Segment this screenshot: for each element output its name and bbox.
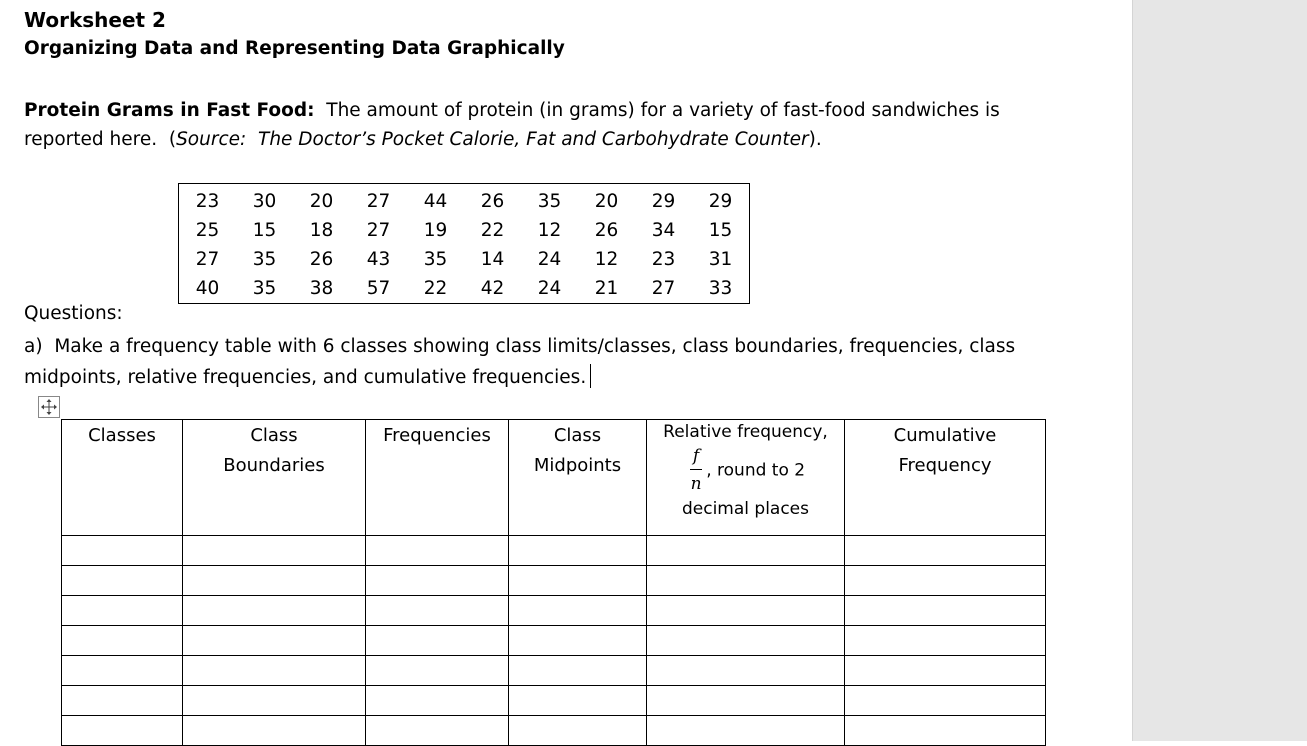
data-cell: 20 xyxy=(309,191,334,212)
frequency-table-row xyxy=(62,716,1046,746)
frequency-table-cell[interactable] xyxy=(183,626,366,656)
data-cell: 22 xyxy=(480,220,505,241)
frequency-table-cell[interactable] xyxy=(366,656,509,686)
header-frequencies[interactable] xyxy=(366,420,509,536)
frequency-table-cell[interactable] xyxy=(647,536,845,566)
data-cell: 40 xyxy=(195,278,220,299)
header-relative-line1: Relative frequency, xyxy=(663,422,828,442)
f-over-n-fraction xyxy=(690,443,702,498)
frequency-table-cell[interactable] xyxy=(366,626,509,656)
data-cell: 12 xyxy=(537,220,562,241)
frequency-table-cell[interactable] xyxy=(183,686,366,716)
data-cell: 57 xyxy=(366,278,391,299)
worksheet-title: Worksheet 2 xyxy=(24,8,166,32)
intro-heading: Protein Grams in Fast Food: xyxy=(24,100,315,121)
frequency-table-cell[interactable] xyxy=(509,716,647,746)
data-cell: 19 xyxy=(423,220,448,241)
frequency-table-cell[interactable] xyxy=(845,656,1046,686)
data-cell: 31 xyxy=(708,249,733,270)
frequency-table-cell[interactable] xyxy=(366,566,509,596)
source-title: The Doctor’s Pocket Calorie, Fat and Carbohydrate Counter xyxy=(258,129,809,150)
source-open: ( xyxy=(168,129,177,150)
frequency-table-cell[interactable] xyxy=(183,566,366,596)
frequency-table-cell[interactable] xyxy=(845,566,1046,596)
header-cumulative-line2: Frequency xyxy=(898,455,992,476)
data-table-row xyxy=(179,216,750,245)
data-cell: 26 xyxy=(309,249,334,270)
frequency-table-cell[interactable] xyxy=(62,536,183,566)
data-cell: 23 xyxy=(651,249,676,270)
data-cell: 27 xyxy=(195,249,220,270)
protein-data-table xyxy=(178,183,750,304)
data-cell: 27 xyxy=(366,191,391,212)
header-classes-label: Classes xyxy=(88,425,156,446)
data-cell: 15 xyxy=(708,220,733,241)
frequency-table-cell[interactable] xyxy=(845,626,1046,656)
data-cell: 20 xyxy=(594,191,619,212)
data-cell: 44 xyxy=(423,191,448,212)
data-table-row xyxy=(179,245,750,274)
data-table-row xyxy=(179,274,750,304)
frequency-table-cell[interactable] xyxy=(366,536,509,566)
header-boundaries[interactable] xyxy=(183,420,366,536)
frequency-table-cell[interactable] xyxy=(62,596,183,626)
data-cell: 15 xyxy=(252,220,277,241)
data-cell: 27 xyxy=(651,278,676,299)
frequency-table-cell[interactable] xyxy=(647,686,845,716)
frequency-table-cell[interactable] xyxy=(62,626,183,656)
data-cell: 12 xyxy=(594,249,619,270)
text-cursor xyxy=(590,364,591,388)
data-cell: 26 xyxy=(480,191,505,212)
frequency-table-cell[interactable] xyxy=(366,716,509,746)
data-table-row xyxy=(179,184,750,217)
frequency-table-row xyxy=(62,686,1046,716)
frequency-table-cell[interactable] xyxy=(183,656,366,686)
header-midpoints-line1: Class xyxy=(553,425,602,446)
header-boundaries-line1: Class xyxy=(250,425,298,446)
fraction-denominator: n xyxy=(690,474,702,494)
data-cell: 35 xyxy=(252,249,277,270)
data-cell: 42 xyxy=(480,278,505,299)
header-boundaries-line2: Boundaries xyxy=(223,455,325,476)
data-cell: 22 xyxy=(423,278,448,299)
intro-text: The amount of protein (in grams) for a variety of fast-food sandwiches is reported here. xyxy=(24,100,1000,150)
header-midpoints[interactable] xyxy=(509,420,647,536)
data-cell: 21 xyxy=(594,278,619,299)
data-cell: 43 xyxy=(366,249,391,270)
table-move-handle-icon[interactable] xyxy=(38,396,60,418)
header-relative-fraction-line xyxy=(647,443,844,498)
question-a-text: Make a frequency table with 6 classes showing class limits/classes, class boundaries, frequencies, class midpoints, relative frequencies, and cumulative frequencies. xyxy=(24,336,1016,388)
frequency-table-cell[interactable] xyxy=(845,716,1046,746)
header-frequencies-label: Frequencies xyxy=(383,425,491,446)
intro-paragraph xyxy=(24,96,1034,154)
frequency-table-cell[interactable] xyxy=(509,596,647,626)
worksheet-subtitle: Organizing Data and Representing Data Graphically xyxy=(24,38,565,59)
header-midpoints-line2: Midpoints xyxy=(533,455,622,476)
data-cell: 14 xyxy=(480,249,505,270)
frequency-table-cell[interactable] xyxy=(845,686,1046,716)
page-gutter xyxy=(1132,0,1307,741)
frequency-table-cell[interactable] xyxy=(509,626,647,656)
fraction-numerator: f xyxy=(690,443,702,470)
frequency-table-cell[interactable] xyxy=(62,656,183,686)
data-cell: 27 xyxy=(366,220,391,241)
frequency-table-cell[interactable] xyxy=(183,596,366,626)
frequency-table-cell[interactable] xyxy=(647,596,845,626)
frequency-table-cell[interactable] xyxy=(509,566,647,596)
frequency-table-cell[interactable] xyxy=(366,686,509,716)
data-cell: 38 xyxy=(309,278,334,299)
data-cell: 25 xyxy=(195,220,220,241)
data-cell: 35 xyxy=(537,191,562,212)
header-relative-line3: decimal places xyxy=(681,499,810,519)
data-cell: 23 xyxy=(195,191,220,212)
data-cell: 30 xyxy=(252,191,277,212)
frequency-table-cell[interactable] xyxy=(509,656,647,686)
frequency-table-row xyxy=(62,566,1046,596)
frequency-table-cell[interactable] xyxy=(845,536,1046,566)
header-cumulative-line1: Cumulative xyxy=(893,425,997,446)
data-cell: 29 xyxy=(651,191,676,212)
frequency-table-cell[interactable] xyxy=(62,716,183,746)
frequency-table-cell[interactable] xyxy=(509,686,647,716)
source-close: ). xyxy=(808,129,822,150)
data-cell: 24 xyxy=(537,249,562,270)
frequency-table-cell[interactable] xyxy=(183,716,366,746)
data-cell: 34 xyxy=(651,220,676,241)
frequency-table-cell[interactable] xyxy=(366,596,509,626)
frequency-table-row xyxy=(62,626,1046,656)
frequency-table-cell[interactable] xyxy=(647,716,845,746)
frequency-table-cell[interactable] xyxy=(62,566,183,596)
frequency-table-cell[interactable] xyxy=(647,656,845,686)
header-classes[interactable] xyxy=(62,420,183,536)
frequency-table-cell[interactable] xyxy=(647,626,845,656)
header-cumulative[interactable] xyxy=(845,420,1046,536)
data-cell: 29 xyxy=(708,191,733,212)
frequency-table-cell[interactable] xyxy=(509,536,647,566)
header-relative-line2: , round to 2 xyxy=(706,460,806,481)
frequency-table-cell[interactable] xyxy=(845,596,1046,626)
data-cell: 35 xyxy=(252,278,277,299)
header-relative-frequency[interactable] xyxy=(647,420,845,536)
frequency-table[interactable] xyxy=(61,419,1046,746)
question-a xyxy=(24,331,1034,393)
data-cell: 24 xyxy=(537,278,562,299)
data-cell: 26 xyxy=(594,220,619,241)
data-cell: 35 xyxy=(423,249,448,270)
frequency-table-cell[interactable] xyxy=(62,686,183,716)
frequency-table-row xyxy=(62,656,1046,686)
frequency-table-row xyxy=(62,596,1046,626)
frequency-table-cell[interactable] xyxy=(647,566,845,596)
data-cell: 33 xyxy=(708,278,733,299)
frequency-table-cell[interactable] xyxy=(183,536,366,566)
questions-label: Questions: xyxy=(24,303,123,324)
source-label: Source: xyxy=(176,129,247,150)
frequency-table-header-row xyxy=(62,420,1046,536)
frequency-table-row xyxy=(62,536,1046,566)
data-cell: 18 xyxy=(309,220,334,241)
question-a-prefix: a) xyxy=(24,336,43,357)
